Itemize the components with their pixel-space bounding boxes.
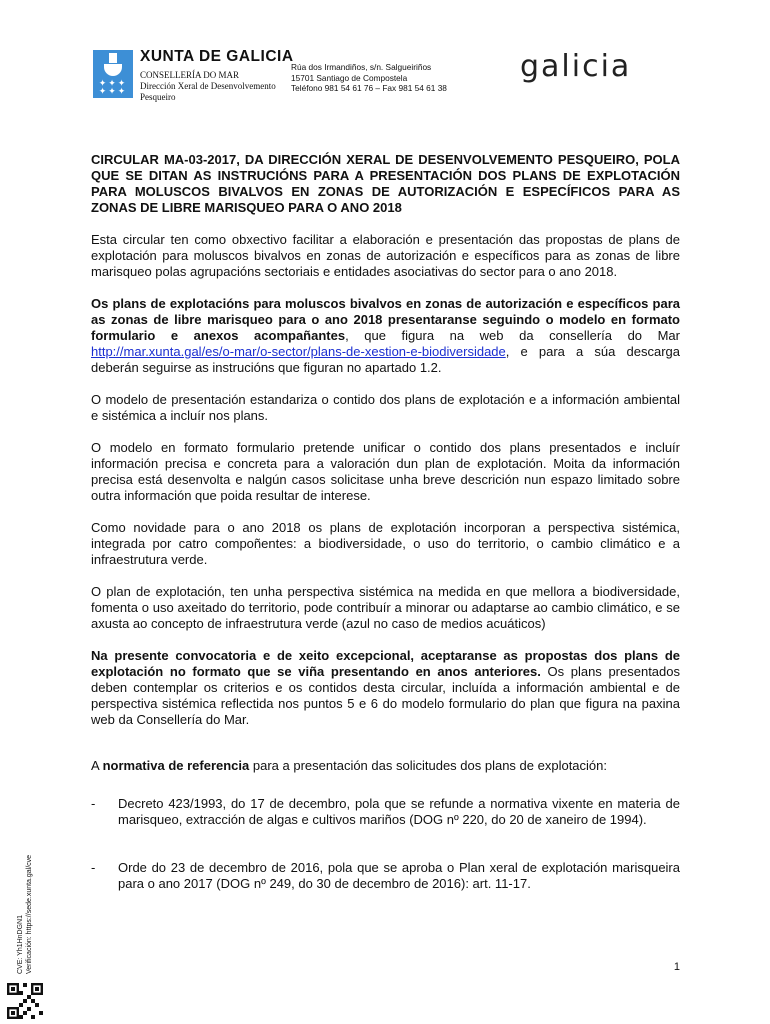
cve-verification: Verificación: https://sede.xunta.gal/cve bbox=[26, 854, 33, 974]
page-number: 1 bbox=[673, 961, 680, 973]
list-item-text-1: Decreto 423/1993, do 17 de decembro, pola que se refunde a normativa vixente en materia de marisqueo, extracción de algas e cultivos mariños (DOG nº 220, do 20 de xaneiro de 1994). bbox=[118, 796, 680, 827]
paragraph-regulation-end: para a presentación das solicitudes dos plans de explotación: bbox=[249, 758, 607, 773]
paragraph-form-format: O modelo en formato formulario pretende unificar o contido dos plans presentados e incluír información precisa e concreta para a valoración dun plan de explotación. Moita da información precisa está desenvolta e nalgún casos solicitase unha breve descrición nun espazo limitado sobre outra información que poida resultar de interese. bbox=[91, 440, 680, 503]
paragraph-model-end: , e para a súa descarga deberán seguirse as instrucións que figuran no apartado 1.2. bbox=[91, 344, 680, 375]
paragraph-objective: Esta circular ten como obxectivo facilitar a elaboración e presentación das propostas de plans de explotación para moluscos bivalvos en zonas de autorización e específicos para as zonas de libre marisqueo polas agrupacións sectoriais e entidades asociativas do sector para o ano 2018. bbox=[91, 232, 680, 279]
document-body bbox=[91, 152, 680, 908]
cve-block bbox=[0, 850, 40, 980]
address-block bbox=[291, 62, 447, 94]
plans-web-link[interactable]: http://mar.xunta.gal/es/o-mar/o-sector/plans-de-xestion-e-biodiversidade bbox=[91, 344, 506, 359]
paragraph-exception bbox=[91, 648, 680, 728]
dept-line-1: CONSELLERÍA DO MAR bbox=[140, 70, 240, 80]
dept-line-2: Dirección Xeral de Desenvolvemento bbox=[140, 81, 276, 91]
list-item bbox=[91, 796, 680, 828]
paragraph-exception-bold: Na presente convocatoria e de xeito excepcional, aceptaranse as propostas dos plans de explotación no formato que se viña presentando en anos anteriores. bbox=[91, 648, 680, 679]
list-item bbox=[91, 860, 680, 892]
list-dash: - bbox=[91, 860, 96, 875]
paragraph-standardize: O modelo de presentación estandariza o contido dos plans de explotación e a información ambiental e sistémica a incluír nos plans. bbox=[91, 392, 680, 423]
qr-code-icon bbox=[7, 983, 43, 1019]
paragraph-regulation-intro bbox=[91, 758, 680, 774]
galicia-brand-logo: galicia bbox=[520, 49, 632, 84]
paragraph-model-bold: Os plans de explotacións para moluscos bivalvos en zonas de autorización e específicos para as zonas de libre marisqueo para o ano 2018 presentaranse seguindo o modelo en formato formulario e anexos acompañantes bbox=[91, 296, 680, 343]
address-line-3: Teléfono 981 54 61 76 – Fax 981 54 61 38 bbox=[291, 83, 447, 93]
xunta-coat-of-arms-logo: ✦✦✦ ✦✦✦ bbox=[93, 50, 133, 98]
document-title: CIRCULAR MA-03-2017, DA DIRECCIÓN XERAL DE DESENVOLVEMENTO PESQUEIRO, POLA QUE SE DITAN AS INSTRUCIÓNS PARA A PRESENTACIÓN DOS PLANS DE EXPLOTACIÓN PARA MOLUSCOS BIVALVOS EN ZONAS DE AUTORIZACIÓN E ESPECÍFICOS PARA AS ZONAS DE LIBRE MARISQUEO PARA O ANO 2018 bbox=[91, 152, 680, 215]
address-line-1: Rúa dos Irmandiños, s/n. Salgueiriños bbox=[291, 62, 432, 72]
paragraph-model-mid: , que figura na web da consellería do Mar bbox=[345, 328, 680, 343]
paragraph-systemic: O plan de explotación, ten unha perspectiva sistémica na medida en que mellora a biodiversidade, fomenta o uso axeitado do territorio, pode contribuír a minorar ou adaptarse ao cambio climático, e se axusta ao concepto de infraestrutura verde (azul no caso de medios acuáticos) bbox=[91, 584, 680, 631]
paragraph-model bbox=[91, 296, 680, 376]
paragraph-novelty: Como novidade para o ano 2018 os plans de explotación incorporan a perspectiva sistémica, integrada por catro compoñentes: a biodiversidade, o uso do territorio, o cambio climático e a infraestrutura verde. bbox=[91, 520, 680, 567]
list-dash: - bbox=[91, 796, 96, 811]
paragraph-regulation-start: A bbox=[91, 758, 103, 773]
department-block bbox=[140, 70, 276, 103]
org-name: XUNTA DE GALICIA bbox=[140, 48, 294, 65]
cve-code: CVE: Yh1HnDGN1 bbox=[17, 914, 24, 974]
list-item-text-2: Orde do 23 de decembro de 2016, pola que se aproba o Plan xeral de explotación marisqueira para o ano 2017 (DOG nº 249, do 30 de decembro de 2016): art. 11-17. bbox=[118, 860, 680, 891]
address-line-2: 15701 Santiago de Compostela bbox=[291, 72, 408, 83]
dept-line-3: Pesqueiro bbox=[140, 92, 176, 102]
paragraph-regulation-bold: normativa de referencia bbox=[102, 758, 250, 773]
paragraph-exception-rest: Os plans presentados deben contemplar os criterios e os contidos desta circular, incluída a información ambiental e de perspectiva sistémica reflectida nos puntos 5 e 6 do modelo formulario do plan que figura na paxina web da Consellería do Mar. bbox=[91, 664, 680, 727]
